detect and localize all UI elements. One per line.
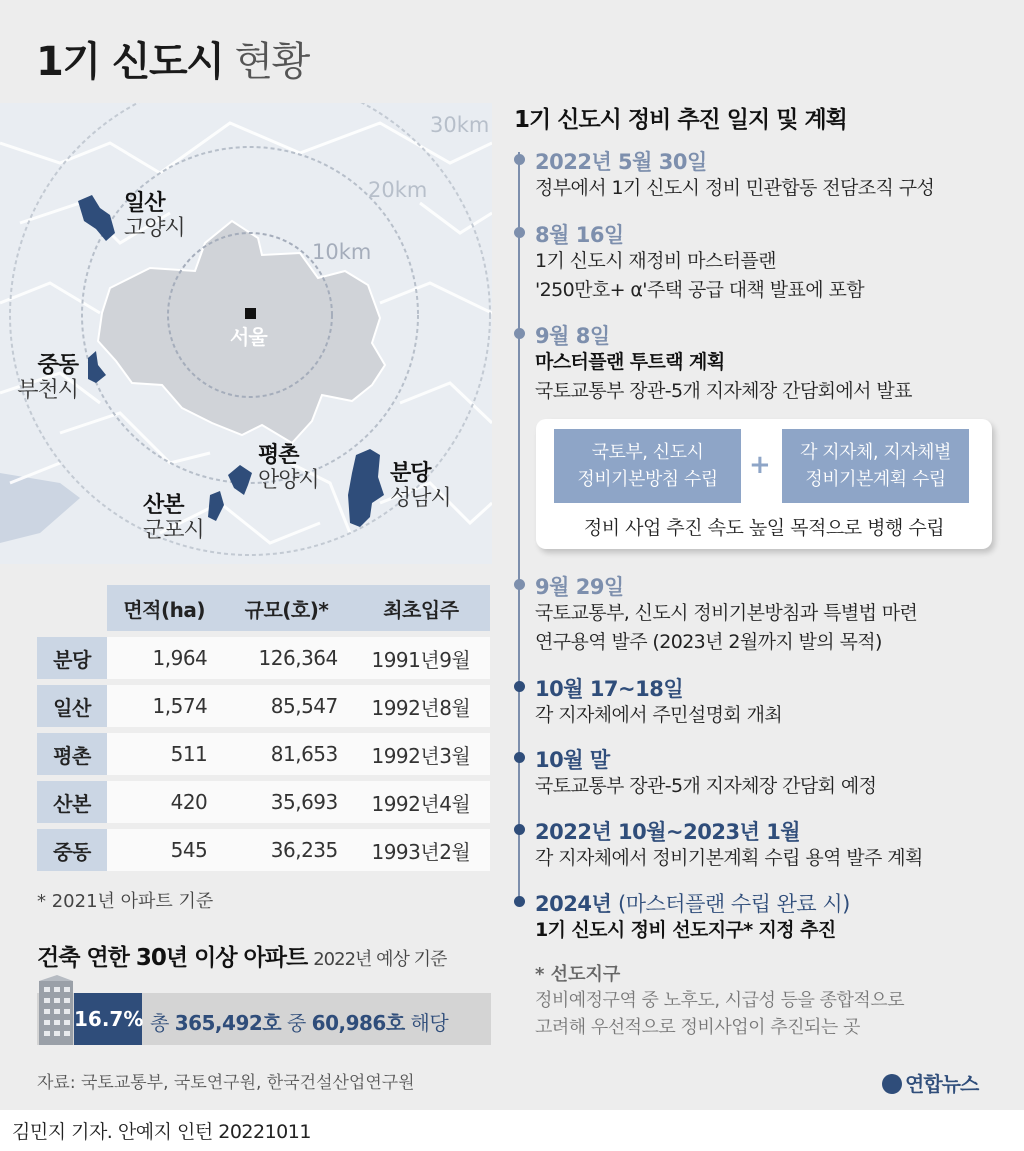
- row-name: 분당: [37, 631, 107, 679]
- row-units: 85,547: [221, 679, 351, 727]
- row-area: 1,964: [107, 631, 221, 679]
- timeline-title: 1기 신도시 정비 추진 일지 및 계획: [514, 107, 847, 133]
- ilsan-area: [78, 195, 115, 241]
- timeline-dot: [514, 579, 525, 590]
- timeline-text: 국토교통부 장관-5개 지자체장 간담회 예정: [535, 775, 877, 797]
- timeline-date: 8월 16일: [535, 223, 624, 247]
- ring-label-20km: 20km: [368, 178, 428, 202]
- timeline-text: '250만호+ α'주택 공급 대책 발표에 포함: [535, 279, 864, 301]
- card-box-ministry: 국토부, 신도시 정비기본방침 수립: [554, 429, 741, 503]
- timeline-date: 9월 8일: [535, 324, 610, 348]
- row-area: 1,574: [107, 679, 221, 727]
- timeline-text: 각 지자체에서 정비기본계획 수립 용역 발주 계획: [535, 847, 923, 869]
- plus-icon: +: [749, 450, 771, 480]
- timeline-date: 10월 17~18일: [535, 677, 684, 701]
- two-track-card: [536, 419, 992, 549]
- row-area: 545: [107, 823, 221, 871]
- row-date: 1991년9월: [352, 631, 490, 679]
- apartment-bar-fill: 16.7%: [74, 993, 142, 1045]
- map: [0, 103, 492, 564]
- footnote-title: * 선도지구: [535, 964, 621, 985]
- building-icon: [37, 975, 77, 1045]
- timeline-dot: [514, 896, 525, 907]
- header-units: 규모(호)*: [221, 585, 351, 631]
- city-label-sanbon: 산본 군포시: [143, 493, 204, 544]
- timeline-dot: [514, 681, 525, 692]
- timeline-dot: [514, 752, 525, 763]
- header-date: 최초입주: [352, 585, 490, 631]
- ring-label-30km: 30km: [430, 113, 490, 137]
- row-units: 126,364: [221, 631, 351, 679]
- row-date: 1992년8월: [352, 679, 490, 727]
- apartment-section-title: 건축 연한 30년 이상 아파트 2022년 예상 기준: [37, 945, 447, 971]
- row-area: 511: [107, 727, 221, 775]
- yonhap-logo: 연합뉴스: [882, 1068, 978, 1097]
- timeline-dot: [514, 824, 525, 835]
- row-units: 36,235: [221, 823, 351, 871]
- timeline-date: 2022년 10월~2023년 1월: [535, 820, 801, 844]
- city-label-ilsan: 일산 고양시: [124, 191, 185, 242]
- table-row: [37, 631, 490, 679]
- page-title: 1기 신도시 현황: [36, 39, 309, 85]
- timeline-text-bold: 1기 신도시 정비 선도지구* 지정 추진: [535, 919, 836, 941]
- timeline-date: 10월 말: [535, 748, 610, 772]
- row-name: 중동: [37, 823, 107, 871]
- table-row: [37, 727, 490, 775]
- timeline-date: 9월 29일: [535, 575, 624, 599]
- card-box-local: 각 지자체, 지자체별 정비기본계획 수립: [782, 429, 969, 503]
- table-corner: [37, 585, 107, 631]
- row-name: 평촌: [37, 727, 107, 775]
- byline: 김민지 기자. 안예지 인턴 20221011: [12, 1121, 311, 1143]
- row-area: 420: [107, 775, 221, 823]
- timeline-text: 국토교통부, 신도시 정비기본방침과 특별법 마련: [535, 602, 918, 624]
- footnote-text: 정비예정구역 중 노후도, 시급성 등을 종합적으로 고려해 우선적으로 정비사업이 추진되는 곳: [535, 990, 905, 1038]
- timeline-date: 2022년 5월 30일: [535, 150, 707, 174]
- timeline-text: 연구용역 발주 (2023년 2월까지 발의 목적): [535, 631, 882, 653]
- new-town-table: [37, 585, 490, 871]
- timeline-text-bold: 마스터플랜 투트랙 계획: [535, 351, 725, 373]
- yonhap-logo-icon: [882, 1074, 902, 1094]
- city-label-pyeongchon: 평촌 안양시: [258, 443, 319, 494]
- table-note: * 2021년 아파트 기준: [37, 891, 214, 912]
- row-units: 35,693: [221, 775, 351, 823]
- timeline-dot: [514, 154, 525, 165]
- seoul-marker: [245, 308, 256, 319]
- timeline-text: 정부에서 1기 신도시 정비 민관합동 전담조직 구성: [535, 177, 935, 199]
- table-header-row: [37, 585, 490, 631]
- apartment-bar-text: 총 365,492호 중 60,986호 해당: [150, 1011, 449, 1035]
- timeline-text: 국토교통부 장관-5개 지자체장 간담회에서 발표: [535, 380, 912, 402]
- row-date: 1993년2월: [352, 823, 490, 871]
- table-row: [37, 823, 490, 871]
- table-row: [37, 679, 490, 727]
- jungdong-area: [88, 351, 106, 383]
- sanbon-area: [208, 491, 224, 521]
- timeline-dot: [514, 328, 525, 339]
- row-name: 산본: [37, 775, 107, 823]
- ring-label-10km: 10km: [312, 240, 372, 264]
- timeline-text: 1기 신도시 재정비 마스터플랜: [535, 250, 776, 272]
- row-date: 1992년3월: [352, 727, 490, 775]
- pyeongchon-area: [228, 465, 252, 495]
- row-units: 81,653: [221, 727, 351, 775]
- timeline-date: 2024년 (마스터플랜 수립 완료 시): [535, 892, 850, 916]
- bundang-area: [348, 449, 384, 527]
- seoul-label: 서울: [230, 325, 267, 349]
- card-caption: 정비 사업 추진 속도 높일 목적으로 병행 수립: [583, 517, 945, 539]
- timeline-line: [518, 152, 520, 904]
- timeline-dot: [514, 227, 525, 238]
- city-label-bundang: 분당 성남시: [390, 461, 451, 512]
- row-name: 일산: [37, 679, 107, 727]
- table-row: [37, 775, 490, 823]
- source-text: 자료: 국토교통부, 국토연구원, 한국건설산업연구원: [37, 1073, 415, 1093]
- city-label-jungdong: 중동 부천시: [17, 353, 78, 404]
- timeline-text: 각 지자체에서 주민설명회 개최: [535, 704, 783, 726]
- row-date: 1992년4월: [352, 775, 490, 823]
- header-area: 면적(ha): [107, 585, 221, 631]
